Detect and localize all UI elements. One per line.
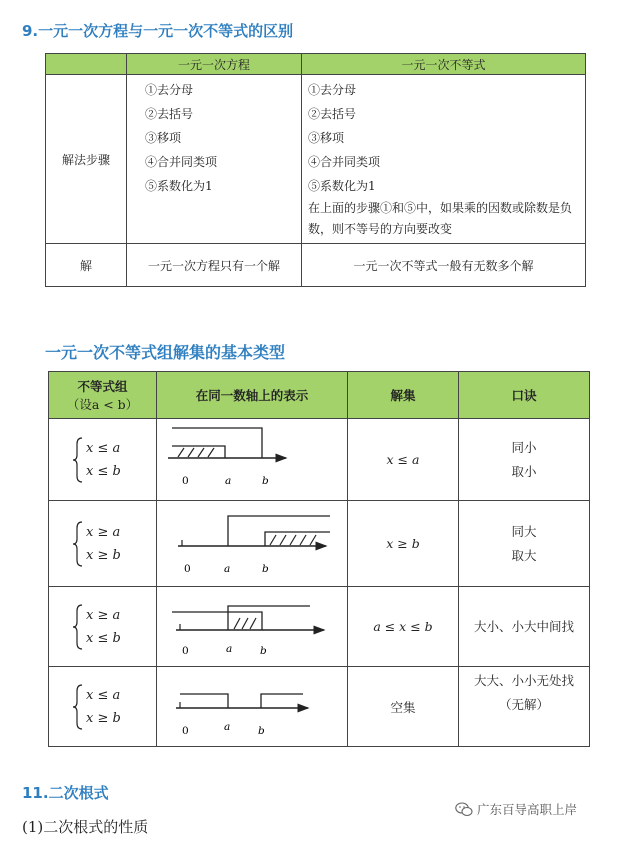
inequality-steps-cell [302,75,586,244]
inequality-2: x ≥ b [86,547,121,563]
mnemonic-line: 大小、小大中间找 [473,618,574,634]
solution-cell: 空集 [348,667,459,747]
step-item: ③移项 [145,131,182,145]
hatch-marks [270,535,316,545]
mnemonic-cell [459,587,590,667]
mnemonic-cell [459,419,590,501]
range-a [228,606,310,630]
table-header-row [46,54,586,75]
header-solution: 解集 [348,372,459,419]
watermark [455,800,577,818]
table-row [49,501,590,587]
table-row [49,667,590,747]
solution-cell: a ≤ x ≤ b [348,587,459,667]
system-cell [49,501,157,587]
range-b [172,428,262,458]
inequality-solution: 一元一次不等式一般有无数多个解 [302,244,586,287]
tick-label-b: b [262,475,269,487]
header-equation: 一元一次方程 [127,54,302,75]
step-item: ②去括号 [308,107,357,121]
header-inequality: 一元一次不等式 [302,54,586,75]
step-item: ①去分母 [145,83,194,97]
section-title-11: 11.二次根式 [22,784,109,802]
inequality-note: 在上面的步骤①和⑤中，如果乘的因数或除数是负数，则不等号的方向要改变 [308,201,573,236]
inequality-system-table [48,371,590,747]
step-item: ④合并同类项 [145,155,218,169]
brace-icon [73,437,83,483]
tick-label-b: b [258,725,265,737]
solution-cell: x ≥ b [348,501,459,587]
mnemonic-line: 同大 [511,523,537,539]
watermark-text: 广东百导高职上岸 [477,802,578,817]
tick-label-0: 0 [182,475,189,487]
number-line-diagram [158,588,346,662]
range-b [172,612,262,630]
row-label-solution: 解 [46,244,127,287]
inequality-system [75,684,121,730]
number-line-cell [157,587,348,667]
number-line-cell [157,667,348,747]
system-cell [49,587,157,667]
header-system [49,372,157,419]
mnemonic-line: （无解） [498,697,549,712]
inequality-system [75,437,121,483]
inequality-1: x ≥ a [86,524,121,540]
tick-label-b: b [262,563,269,575]
brace-icon [73,684,83,730]
equation-solution: 一元一次方程只有一个解 [127,244,302,287]
table-row [46,75,586,244]
inequality-2: x ≤ b [86,630,121,646]
hatch-marks [178,448,214,457]
number-line-cell [157,419,348,501]
inequality-system [75,521,121,567]
inequality-1: x ≥ a [86,607,121,623]
header-system-condition: （设a < b） [66,397,139,412]
tick-label-a: a [224,721,231,733]
step-item: ⑤系数化为1 [308,179,376,193]
number-line-diagram [158,420,346,496]
inequality-system [75,604,121,650]
step-item: ⑤系数化为1 [145,179,213,193]
mnemonic-cell [459,501,590,587]
mnemonic-line: 取大 [511,547,537,563]
range-a [228,516,330,546]
inequality-2: x ≥ b [86,710,121,726]
mnemonic-line: 取小 [511,463,537,479]
solution-cell: x ≤ a [348,419,459,501]
number-line-cell [157,501,348,587]
inequality-1: x ≤ a [86,440,121,456]
section-title-inequality-systems: 一元一次不等式组解集的基本类型 [45,343,286,362]
equation-steps-cell [127,75,302,244]
table-header-row [49,372,590,419]
mnemonic-line: 大大、小小无处找 [473,673,574,688]
section-title-9: 9.一元一次方程与一元一次不等式的区别 [22,22,294,40]
tick-label-a: a [226,643,233,655]
step-item: ③移项 [308,131,345,145]
table-row [49,587,590,667]
tick-label-a: a [224,563,231,575]
brace-icon [73,521,83,567]
row-label-steps: 解法步骤 [46,75,127,244]
header-axis: 在同一数轴上的表示 [157,372,348,419]
hatch-marks [234,618,256,629]
tick-label-b: b [260,645,267,657]
range-b [265,532,330,546]
mnemonic-cell [459,667,590,747]
empty-header-cell [46,54,127,75]
header-mnemonic: 口诀 [459,372,590,419]
step-item: ④合并同类项 [308,155,381,169]
range-a [180,694,228,708]
brace-icon [73,604,83,650]
system-cell [49,419,157,501]
comparison-table [45,53,586,287]
number-line-diagram [158,668,346,742]
wechat-icon [455,802,473,817]
subsection-title: (1)二次根式的性质 [22,818,149,836]
mnemonic-line: 同小 [511,439,537,455]
tick-label-0: 0 [184,563,191,575]
inequality-1: x ≤ a [86,687,121,703]
tick-label-0: 0 [182,725,189,737]
step-item: ①去分母 [308,83,357,97]
table-row [46,244,586,287]
header-system-label: 不等式组 [77,379,128,394]
range-b [261,694,303,708]
inequality-2: x ≤ b [86,463,121,479]
number-line-diagram [158,502,346,582]
system-cell [49,667,157,747]
table-row [49,419,590,501]
step-item: ②去括号 [145,107,194,121]
tick-label-a: a [225,475,232,487]
tick-label-0: 0 [182,645,189,657]
